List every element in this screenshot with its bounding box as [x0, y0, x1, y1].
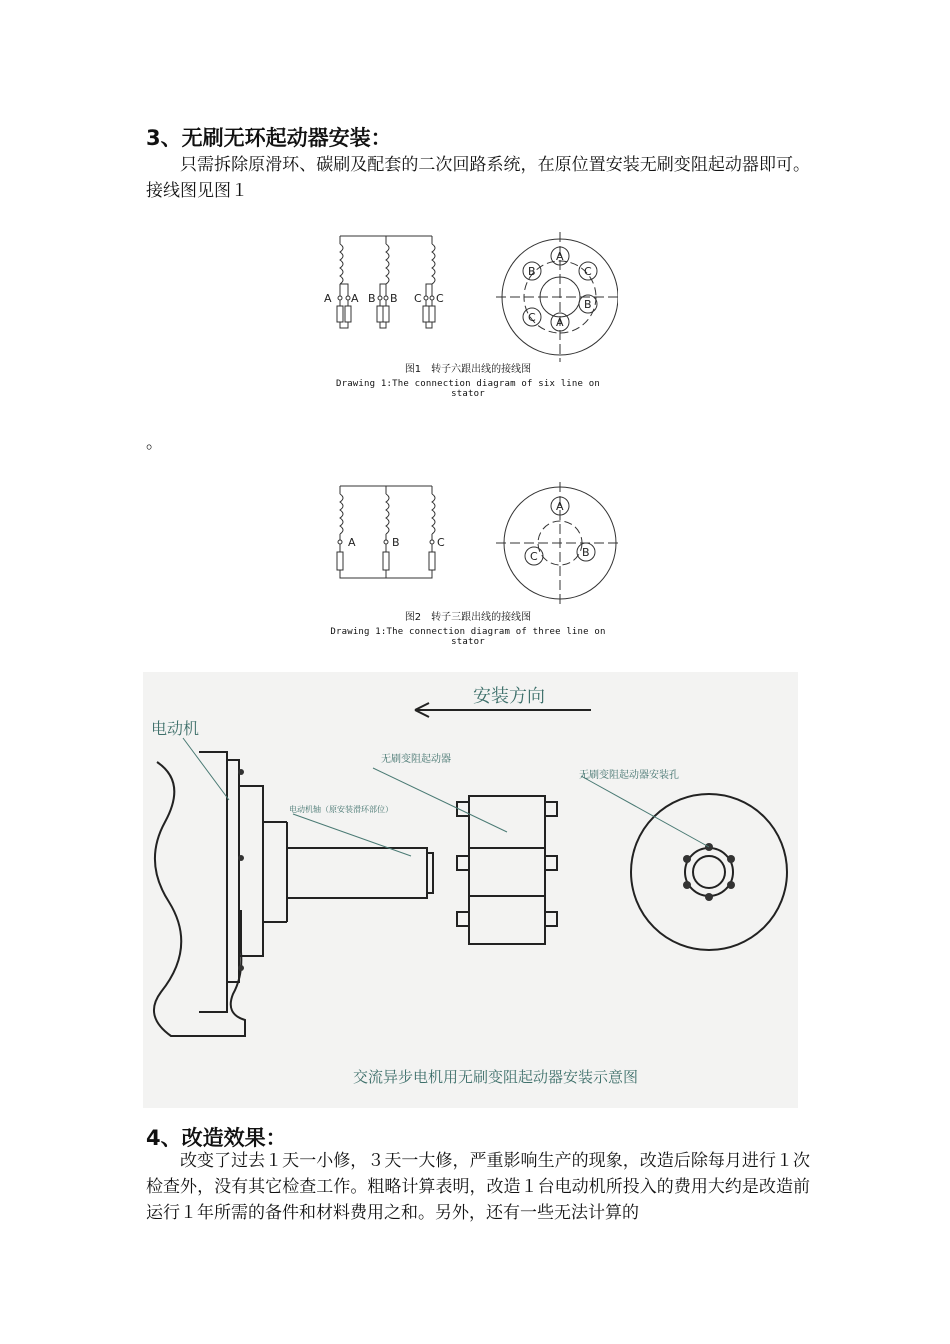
fig1-circle-label: B [584, 298, 592, 311]
fig2-label: B [392, 536, 400, 549]
figure-1-diagram [318, 230, 618, 365]
fig1-label: B [390, 292, 398, 305]
direction-label: 安装方向 [473, 686, 545, 707]
figure-2-diagram [318, 480, 618, 605]
fig1-label: B [368, 292, 376, 305]
fig2-circle-label: A [556, 500, 564, 513]
section-3-heading: 3、无刷无环起动器安装： [146, 126, 392, 150]
fig1-circle-label: A [556, 316, 564, 329]
section-4-paragraph: 改变了过去１天一小修，３天一大修，严重影响生产的现象，改造后除每月进行１次检查外，没有其它检查工作。粗略计算表明，改造１台电动机所投入的费用大约是改造前运行１年所需的备件和材料费用之和。另外，还有一些无法计算的 [146, 1151, 810, 1223]
fig1-label: A [324, 292, 332, 305]
figure-2-caption-cn: 图2 转子三跟出线的接线图 [404, 612, 532, 623]
motor-label: 电动机 [151, 719, 200, 738]
shaft-label: 电动机轴（原安装滑环部位） [289, 805, 393, 814]
fig1-label: C [436, 292, 444, 305]
fig2-label: A [348, 536, 356, 549]
figure-2-caption-en: Drawing 1:The connection diagram of three line on stator [330, 627, 606, 647]
fig2-label: C [437, 536, 445, 549]
fig1-label: A [351, 292, 359, 305]
installation-diagram [143, 672, 798, 1108]
fig1-circle-label: A [556, 250, 564, 263]
starter-label: 无刷变阻起动器 [381, 754, 451, 765]
hole-label: 无刷变阻起动器安装孔 [579, 770, 679, 781]
section-3-paragraph: 只需拆除原滑环、碳刷及配套的二次回路系统，在原位置安装无刷变阻起动器即可。接线图见图１ [146, 155, 810, 201]
figure-1-caption-en: Drawing 1:The connection diagram of six line on stator [335, 379, 601, 399]
figure-2 [318, 480, 618, 645]
figure-1-caption-cn: 图1 转子六跟出线的接线图 [404, 364, 532, 375]
fig1-label: C [414, 292, 422, 305]
diagram-title: 交流异步电机用无刷变阻起动器安装示意图 [353, 1068, 639, 1086]
section-4-heading: 4、改造效果： [146, 1126, 287, 1150]
fig2-circle-label: B [582, 546, 590, 559]
fig1-circle-label: C [584, 265, 592, 278]
fig2-circle-label: C [530, 550, 538, 563]
fig1-circle-label: B [528, 265, 536, 278]
figure-1 [318, 230, 618, 399]
stray-mark: 。 [146, 433, 163, 453]
fig1-circle-label: C [528, 311, 536, 324]
installation-diagram-drawing [143, 672, 798, 1108]
